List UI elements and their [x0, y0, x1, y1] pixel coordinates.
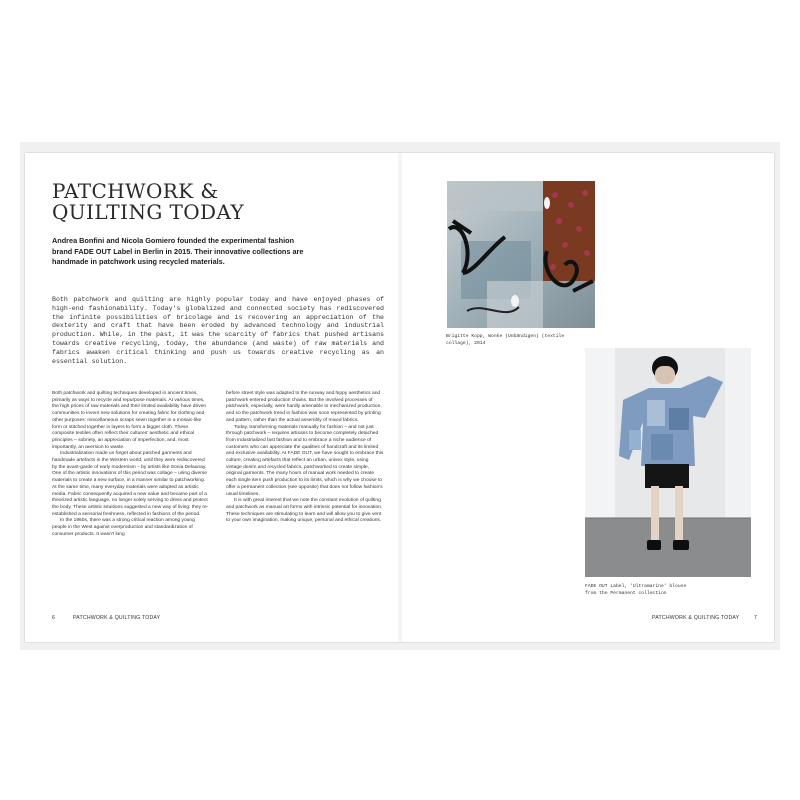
running-head-right: PATCHWORK & QUILTING TODAY [652, 615, 740, 621]
page-number-left: 6 [52, 615, 56, 621]
artwork-caption-line-1: Brigitte Kopp, Wonke (Unbändigen) (textile [446, 334, 565, 339]
chapter-title-line-2: QUILTING TODAY [52, 200, 245, 224]
page-gutter [397, 153, 403, 642]
book-spread [25, 153, 774, 642]
photo-caption-line-2: from the Permanent collection [585, 590, 667, 596]
body-paragraph: Today, transforming materials manually for fashion – and not just through patchwork – requires artisans to become completely detached from industrialized fast fashion and to embrace a niche audience of customers who can appreciate the qualities of handcraft and its limited and exclusive availability. At FADE OUT, we have sought to embrace this culture, creating artefacts that reflect an urban, unisex style, using vintage denim and recycled fabrics, patchworked to create simple, original garments. The many hours of manual work needed to create each single item push production to its limits, which is why we choose to offer a permanent collection (see opposite) that does not follow fashion's usual timelines. [226, 424, 384, 497]
photo-caption-line-1: FADE OUT Label, 'Ultramarine' blouse [585, 584, 687, 589]
intro-paragraph: Both patchwork and quilting are highly popular today and have enjoyed phases of high-end fashionability. Today's globalized and connected society has rediscovered the infinite possibilities of bricolage and is recovering an appreciation of the dexterity and craft that have been eroded by advanced technology and industrial production. While, in the past, it was the scarcity of fabrics that pushed artisans towards creative recycling, today, the abundance (and waste) of raw materials and fabrics awaken critical thinking and push us towards creative recycling as an essential solution. [52, 296, 384, 365]
photo-caption [585, 584, 755, 597]
body-paragraph: It is with great interest that we note the constant evolution of quilting and patchwork as manual art forms with intrinsic potential for innovation. These techniques are stimulating to learn and will allow you to give vent to your own imagination, making unique, personal and ethical creations. [226, 498, 383, 524]
page-number-right: 7 [754, 615, 758, 621]
textile-collage-artwork [447, 181, 595, 328]
chapter-subtitle: Andrea Bonfini and Nicola Gomiero founded the experimental fashion brand FADE OUT Label in Berlin in 2015. Their innovative collections are handmade in patchwork using recycled materials. [52, 236, 304, 266]
chapter-title [52, 181, 382, 223]
artwork-caption-line-2: collage), 2014 [446, 340, 486, 346]
chapter-title-line-1: PATCHWORK & [52, 179, 219, 203]
running-head-left: PATCHWORK & QUILTING TODAY [73, 615, 161, 621]
body-column-left [52, 391, 210, 538]
body-paragraph: before street style was adapted to the runway and hippy aesthetics and patchwork entered production chains. But the involved processes of patchwork, especially, were hardly amenable to mechanized production, and so the patchwork trend in fashion was soon represented by printing and pattern, rather than the actual assembly of mixed fabrics. [226, 391, 382, 423]
artwork-caption [446, 334, 606, 347]
body-paragraph: In the 1960s, there was a strong critical reaction among young people in the West against overproduction and standardization of consumer products. It wasn't long [52, 518, 195, 537]
body-column-right [226, 391, 384, 525]
book-spread-backdrop [20, 142, 780, 650]
body-paragraph: Both patchwork and quilting techniques developed in ancient times, primarily as ways to recycle and repurpose materials. At various times, the high prices of raw materials and their limited availability have driven communities to invent new solutions for creating fabric for clothing and other purposes: miscellaneous scraps sewn together in a mosaic-like form or stitched together in layers to form a bigger cloth. These composite textiles often reflect their cultures' aesthetic and ethical principles – sobriety, an appreciation of imperfection, and, most importantly, an aversion to waste. [52, 391, 207, 450]
body-paragraph: Industrialization made us forget about patched garments and handmade artefacts in the Western world, until they were rediscovered by the avant-garde of early modernism – by artists like Sonia Delaunay. One of the artistic innovations of this period was collage – using diverse materials to create a new surface, in a manner similar to patchworking. At the same time, many everyday materials were adopted as artistic media. Fabric consequently acquired a new value and became part of a theorized artistic language, no longer solely serving to dress and protect the body. These artistic intuitions suggested a new way of living: they re-established a sensorial freshness, reflected in fashions of the period. [52, 451, 209, 517]
textile-collage-image [447, 181, 595, 328]
model-in-patchwork-blouse [585, 348, 751, 577]
fashion-model-photo [585, 348, 751, 577]
